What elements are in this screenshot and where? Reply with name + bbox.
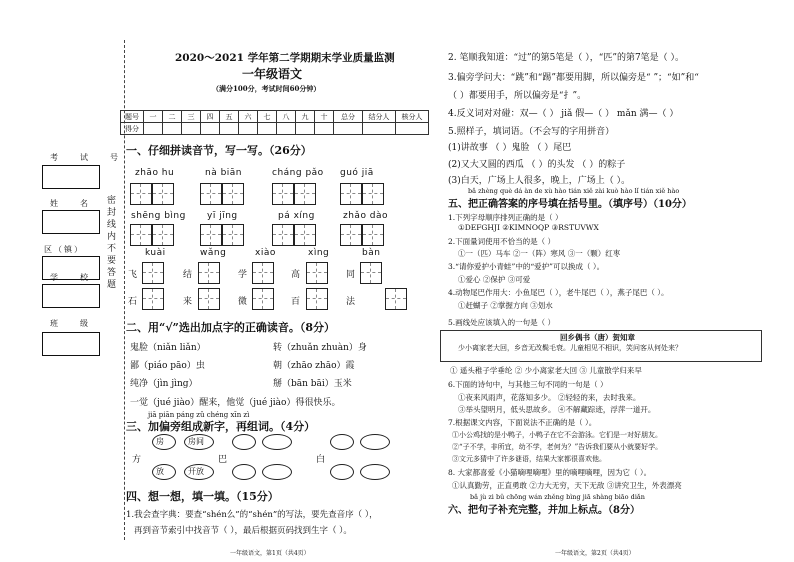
choice: 8. 大家都喜爱《小猫嘀哩嘀哩》里的嘀哩嘀哩，因为它（ ）。 <box>448 468 652 477</box>
choice-opts[interactable]: ①DEFGHJI ②KIMNOQP ③RSTUVWX <box>458 223 599 232</box>
q1-char: 学 <box>238 270 248 280</box>
write-box[interactable] <box>222 224 244 246</box>
choice: 3.“请你爱护小青蛙”中的“爱护”可以换成（ ）。 <box>448 262 605 271</box>
q2-item[interactable]: 朝（zhāo zhāo）霞 <box>273 361 355 371</box>
sec5-title: 五、把正确答案的序号填在括号里。（填序号）（10分） <box>448 199 692 210</box>
r-line[interactable]: 2. 笔顺我知道：“过”的第5笔是（ ），“匹”的第7笔是（ ）。 <box>448 53 685 63</box>
sec6-pinyin: bǎ jù zi bǔ chōng wán zhěng bìng jiā shàng biāo diǎn <box>470 493 645 501</box>
r-line[interactable]: (1)讲故事 （ ）鬼脸 （ ）尾巴 <box>448 143 572 153</box>
write-box[interactable] <box>362 224 384 246</box>
q1-char: 法 <box>346 297 356 307</box>
q3-char: 巴 <box>218 455 228 465</box>
choice-opts[interactable]: ①小公鸡找的是小鸭子，小鸭子在它不会游泳。它们是一对好朋友。 <box>452 431 662 439</box>
choice: 5.画线处应该填入的一句是（ ） <box>448 318 556 327</box>
choice: 1.下列字母顺序排列正确的是（ ） <box>448 213 563 222</box>
footer-right: 一年级语文，第2页（共4页） <box>555 550 635 557</box>
answer-oval[interactable] <box>330 464 354 480</box>
write-box[interactable] <box>340 183 362 205</box>
q3-title: 三、加偏旁组成新字，再组词。（4分） <box>126 420 316 433</box>
choice: 6.下面的诗句中，与其他三句不同的一句是（ ） <box>448 380 608 389</box>
school-box[interactable] <box>42 284 100 308</box>
q2-item[interactable]: 鄙（piáo pāo）虫 <box>130 361 205 371</box>
write-box[interactable] <box>385 288 407 310</box>
write-box[interactable] <box>198 288 220 310</box>
choice-opts[interactable]: ①一（匹）马车 ②一（阵）寒风 ③一（颗）红枣 <box>458 249 621 258</box>
write-box[interactable] <box>306 262 328 284</box>
write-box[interactable] <box>152 183 174 205</box>
write-box[interactable] <box>340 224 362 246</box>
choice-opts[interactable]: ③文元多猜中了许多谜语，结果大家都很喜欢他。 <box>452 455 606 463</box>
q3-pinyin: jiā piān páng zǔ chéng xīn zì <box>148 411 250 419</box>
q1-pinyin: bàn <box>362 248 381 258</box>
q2-item[interactable]: 一觉（jué jiào）醒来，他觉（jué jiào）得很快乐。 <box>130 398 341 408</box>
q1-char: 同 <box>346 270 356 280</box>
write-box[interactable] <box>142 288 164 310</box>
write-box[interactable] <box>272 224 294 246</box>
q1-char: 来 <box>183 297 193 307</box>
write-box[interactable] <box>198 262 220 284</box>
write-box[interactable] <box>272 183 294 205</box>
write-box[interactable] <box>130 224 152 246</box>
page-title: 2020～2021 学年第二学期期末学业质量监测 <box>175 52 395 64</box>
r-line: 5.照样子，填词语。（不会写的字用拼音） <box>448 127 615 137</box>
write-box[interactable] <box>252 288 274 310</box>
q1-char: 结 <box>183 270 193 280</box>
q2-item[interactable]: 纯净（jìn jìng） <box>130 379 198 389</box>
write-box[interactable] <box>222 183 244 205</box>
poem-options[interactable]: ① 遥头稚子学垂纶 ② 少小离家老大回 ③ 儿童散学归来早 <box>450 366 642 375</box>
exam-number-label: 考试号 <box>50 153 140 162</box>
q1-title: 一、仔细拼读音节，写一写。（26分） <box>126 144 312 157</box>
choice-opts[interactable]: ②“子不学，非所宜，幼不学，老何为？”告诉我们要从小就要好学。 <box>452 443 663 451</box>
answer-oval[interactable] <box>232 464 256 480</box>
sec6-title: 六、把句子补充完整，并加上标点。（8分） <box>448 505 640 516</box>
r-line[interactable]: (2)又大又圆的西瓜 （ ）的头发 （ ）的粽子 <box>448 160 626 170</box>
q3-word: 房间 <box>188 437 204 446</box>
q1-pinyin: yī jīng <box>207 211 238 221</box>
write-box[interactable] <box>306 288 328 310</box>
q4-title: 四、想一想，填一填。（15分） <box>126 490 279 503</box>
write-box[interactable] <box>362 183 384 205</box>
q1-pinyin: xiào <box>255 248 276 258</box>
q4-line[interactable]: 1.我会查字典：要查“shén么”的“shén”的写法，要先查音序（ ）， <box>126 510 378 520</box>
write-box[interactable] <box>152 224 174 246</box>
q1-char: 百 <box>291 297 301 307</box>
answer-oval[interactable] <box>262 434 292 450</box>
q1-char: 飞 <box>128 270 138 280</box>
choice-opts[interactable]: ①赶蝴子 ②掌握方向 ③划水 <box>458 301 553 310</box>
q1-pinyin: wǎng <box>200 248 227 258</box>
q2-item[interactable]: 转（zhuǎn zhuàn）身 <box>273 343 367 353</box>
q1-pinyin: guó jiā <box>340 168 374 178</box>
choice: 2.下面量词使用不恰当的是（ ） <box>448 237 556 246</box>
answer-oval[interactable] <box>330 434 354 450</box>
sec5-pinyin: bǎ zhèng què dá àn de xù hào tián xiě zài kuò hào lǐ tián xiě hào <box>468 187 680 195</box>
district-label: 区（镇） <box>44 245 84 254</box>
q3-char: 方 <box>132 455 142 465</box>
q2-item[interactable]: 鬼脸（niǎn liǎn） <box>130 343 206 353</box>
choice-opts[interactable]: ①认真勤劳，正直勇敢 ②力大无穷，天下无敌 ③讲究卫生，外表漂亮 <box>452 481 682 490</box>
page-subtitle: 一年级语文 <box>242 67 303 81</box>
q1-char: 高 <box>291 270 301 280</box>
class-label: 班级 <box>50 319 110 328</box>
school-label: 学校 <box>50 273 110 282</box>
answer-oval[interactable] <box>360 464 390 480</box>
q1-pinyin: zhǎo dào <box>343 211 389 221</box>
write-box[interactable] <box>130 183 152 205</box>
score-table: 题号 一 二 三 四 五 六 七 八 九 十 总分 结分人 核分人 得分 <box>120 110 429 135</box>
name-label: 姓名 <box>50 199 110 208</box>
q1-pinyin: kuài <box>145 248 166 258</box>
r-line[interactable]: 4.反义词对对碰：双—（ ） jiǎ 假—（ ） mǎn 满—（ ） <box>448 109 679 119</box>
q1-pinyin: zhāo hu <box>135 168 175 178</box>
q1-char: 石 <box>128 297 138 307</box>
write-box[interactable] <box>294 183 316 205</box>
choice: 7.根据课文内容，下面说法不正确的是（ ）。 <box>448 418 597 427</box>
write-box[interactable] <box>200 183 222 205</box>
q1-pinyin: nà biān <box>205 168 243 178</box>
r-line[interactable]: （ ）都要用手，所以偏旁是“扌”。 <box>448 91 587 101</box>
answer-oval[interactable] <box>232 434 256 450</box>
poem-text: 少小离家老大回，乡音无改鬓毛衰。儿童相见不相识，笑问客从何处来？ <box>458 344 682 352</box>
q2-item[interactable]: 掰（bān bāi）玉米 <box>273 379 352 389</box>
q3-char: 白 <box>316 455 326 465</box>
write-box[interactable] <box>252 262 274 284</box>
write-box[interactable] <box>142 262 164 284</box>
q3-word: 开放 <box>188 467 204 476</box>
r-line[interactable]: (3)白天，广场上人很多，晚上，广场上（ ）。 <box>448 176 631 186</box>
q2-title: 二、用“√”选出加点字的正确读音。（8分） <box>126 321 336 334</box>
exam-note: （满分100分，考试时间60分钟） <box>212 84 321 93</box>
choice-opts[interactable]: ③举头望明月，低头思故乡。 ④不解藏踪迹，浮萍一道开。 <box>458 405 656 414</box>
answer-oval[interactable] <box>262 464 292 480</box>
answer-oval[interactable] <box>360 434 390 450</box>
name-box[interactable] <box>42 210 100 234</box>
choice-opts[interactable]: ①夜来风雨声，花落知多少。 ②轻轻的来，去时我来。 <box>458 393 641 402</box>
q3-char: 放 <box>156 467 164 476</box>
q4-line[interactable]: 再到音节索引中找音节（ ），最后根据页码找到生字（ ）。 <box>134 526 352 536</box>
write-box[interactable] <box>294 224 316 246</box>
footer-left: 一年级语文，第1页（共4页） <box>230 550 310 557</box>
q1-pinyin: pá xíng <box>278 211 315 221</box>
write-box[interactable] <box>200 224 222 246</box>
q3-char: 房 <box>156 437 164 446</box>
class-box[interactable] <box>42 332 100 356</box>
exam-number-box[interactable] <box>42 165 100 189</box>
choice: 4.动物尾巴作用大：小鱼尾巴（ ），老牛尾巴（ ），燕子尾巴（ ）。 <box>448 288 669 297</box>
q1-pinyin: cháng pǎo <box>272 168 324 178</box>
q1-pinyin: shēng bìng <box>131 211 186 221</box>
r-line[interactable]: 3.偏旁学问大：“跳”和“踢”都要用脚，所以偏旁是“ ”；“如”和“ <box>448 73 699 83</box>
seal-text: 密 封 线 内 不 要 答 题 <box>107 196 117 290</box>
poem-title: 回乡偶书（唐）贺知章 <box>560 333 635 342</box>
choice-opts[interactable]: ①爱心 ②保护 ③可爱 <box>458 275 531 284</box>
q1-char: 微 <box>238 297 248 307</box>
q1-pinyin: xìng <box>308 248 330 258</box>
write-box[interactable] <box>360 262 382 284</box>
